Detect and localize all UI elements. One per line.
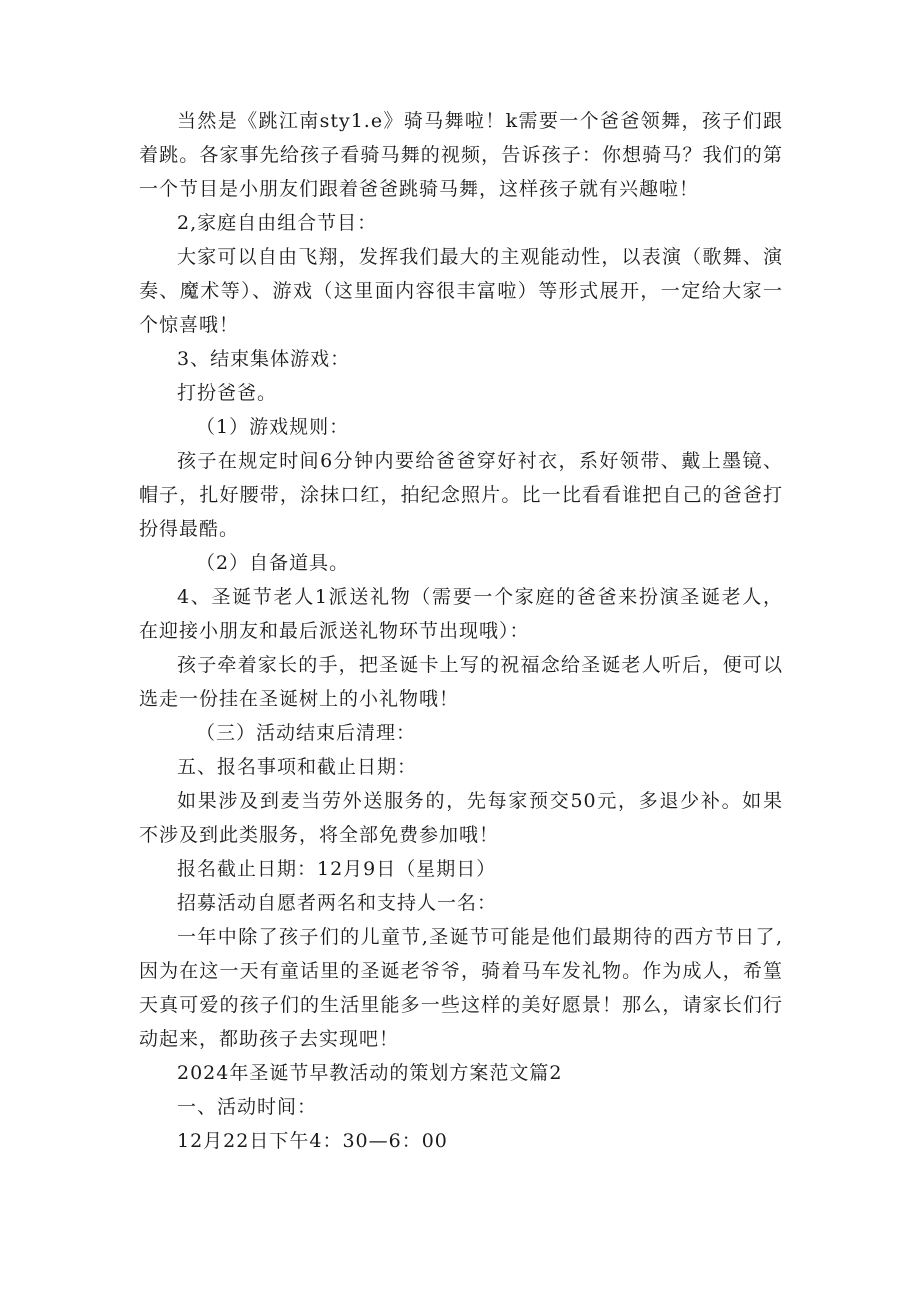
heading-activity-time: 一、活动时间： — [177, 1096, 318, 1118]
paragraph-santa-gifts: 孩子牵着家长的手，把圣诞卡上写的祝福念给圣诞老人听后，便可以选走一份挂在圣诞树上的小礼物哦！ — [139, 654, 783, 710]
paragraph-dress-dad: 打扮爸爸。 — [177, 382, 278, 404]
paragraph-game-rules: 孩子在规定时间6分钟内要给爸爸穿好衬衣，系好领带、戴上墨镜、帽子，扎好腰带，涂抹口红，拍纪念照片。比一比看看谁把自己的爸爸打扮得最酷。 — [139, 450, 783, 540]
paragraph-volunteers: 招募活动自愿者两名和支持人一名： — [177, 892, 498, 914]
heading-game-rules: （1）游戏规则： — [196, 416, 350, 438]
document-page — [139, 104, 783, 1158]
paragraph-dance-intro: 当然是《跳江南sty1.e》骑马舞啦！k需要一个爸爸领舞，孩子们跟着跳。各家事先给孩子看骑马舞的视频，告诉孩子：你想骑马？我们的第一个节目是小朋友们跟着爸爸跳骑马舞，这样孩子就有兴趣啦！ — [139, 110, 783, 200]
paragraph-activity-time: 12月22日下午4：30—6：00 — [177, 1130, 448, 1152]
heading-props: （2）自备道具。 — [196, 552, 350, 574]
heading-cleanup: （三）活动结束后清理： — [196, 722, 417, 744]
heading-family-program: 2,家庭自由组合节目： — [177, 212, 378, 234]
paragraph-fees: 如果涉及到麦当劳外送服务的，先每家预交50元，多退少补。如果不涉及到此类服务，将全部免费参加哦！ — [139, 790, 783, 846]
paragraph-deadline: 报名截止日期：12月9日（星期日） — [177, 858, 497, 880]
heading-santa-gifts: 4、圣诞节老人1派送礼物（需要一个家庭的爸爸来扮演圣诞老人，在迎接小朋友和最后派送礼物环节出现哦）： — [139, 586, 783, 642]
paragraph-family-program: 大家可以自由飞翔，发挥我们最大的主观能动性，以表演（歌舞、演奏、魔术等）、游戏（这里面内容很丰富啦）等形式展开，一定给大家一个惊喜哦！ — [139, 246, 783, 336]
heading-group-game: 3、结束集体游戏： — [177, 348, 351, 370]
paragraph-closing: 一年中除了孩子们的儿童节,圣诞节可能是他们最期待的西方节日了,因为在这一天有童话里的圣诞老爷爷，骑着马车发礼物。作为成人，希篁天真可爱的孩子们的生活里能多一些这样的美好愿景！那么，请家长们行动起来，都助孩子去实现吧！ — [139, 926, 783, 1050]
heading-registration: 五、报名事项和截止日期： — [177, 756, 418, 778]
section-title-plan-2: 2024年圣诞节早教活动的策划方案范文篇2 — [177, 1062, 563, 1084]
